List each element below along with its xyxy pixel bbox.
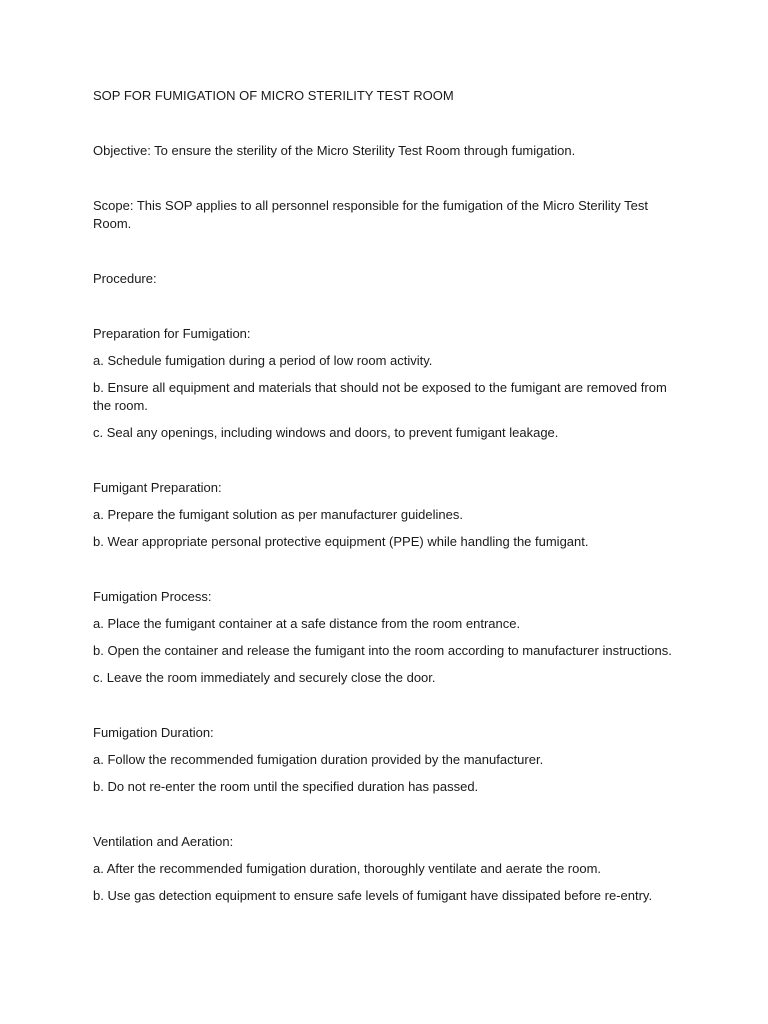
document-body <box>93 87 678 914</box>
section-fumigation-process <box>93 588 678 687</box>
procedure-heading: Procedure: <box>93 271 157 286</box>
section-ventilation-aeration <box>93 833 678 905</box>
list-item: b. Open the container and release the fumigant into the room according to manufacturer instructions. <box>93 643 672 658</box>
list-item: a. After the recommended fumigation duration, thoroughly ventilate and aerate the room. <box>93 861 602 876</box>
list-item: b. Ensure all equipment and materials that should not be exposed to the fumigant are removed from the room. <box>93 380 667 413</box>
list-item: a. Schedule fumigation during a period of low room activity. <box>93 353 433 368</box>
section-fumigation-duration <box>93 724 678 796</box>
list-item: b. Do not re-enter the room until the specified duration has passed. <box>93 779 479 794</box>
list-item: c. Leave the room immediately and securely close the door. <box>93 670 436 685</box>
list-item: a. Prepare the fumigant solution as per manufacturer guidelines. <box>93 507 463 522</box>
list-item: b. Wear appropriate personal protective equipment (PPE) while handling the fumigant. <box>93 534 589 549</box>
list-item: b. Use gas detection equipment to ensure safe levels of fumigant have dissipated before re-entry. <box>93 888 653 903</box>
section-heading: Fumigant Preparation: <box>93 480 222 495</box>
section-heading: Fumigation Duration: <box>93 725 214 740</box>
list-item: a. Place the fumigant container at a safe distance from the room entrance. <box>93 616 521 631</box>
section-heading: Ventilation and Aeration: <box>93 834 234 849</box>
objective-paragraph: Objective: To ensure the sterility of the Micro Sterility Test Room through fumigation. <box>93 143 576 158</box>
section-heading: Preparation for Fumigation: <box>93 326 251 341</box>
list-item: c. Seal any openings, including windows and doors, to prevent fumigant leakage. <box>93 425 559 440</box>
document-title: SOP FOR FUMIGATION OF MICRO STERILITY TEST ROOM <box>93 88 454 103</box>
list-item: a. Follow the recommended fumigation duration provided by the manufacturer. <box>93 752 544 767</box>
section-heading: Fumigation Process: <box>93 589 212 604</box>
section-preparation <box>93 325 678 442</box>
section-fumigant-preparation <box>93 479 678 551</box>
scope-paragraph: Scope: This SOP applies to all personnel responsible for the fumigation of the Micro Sterility Test Room. <box>93 198 648 231</box>
